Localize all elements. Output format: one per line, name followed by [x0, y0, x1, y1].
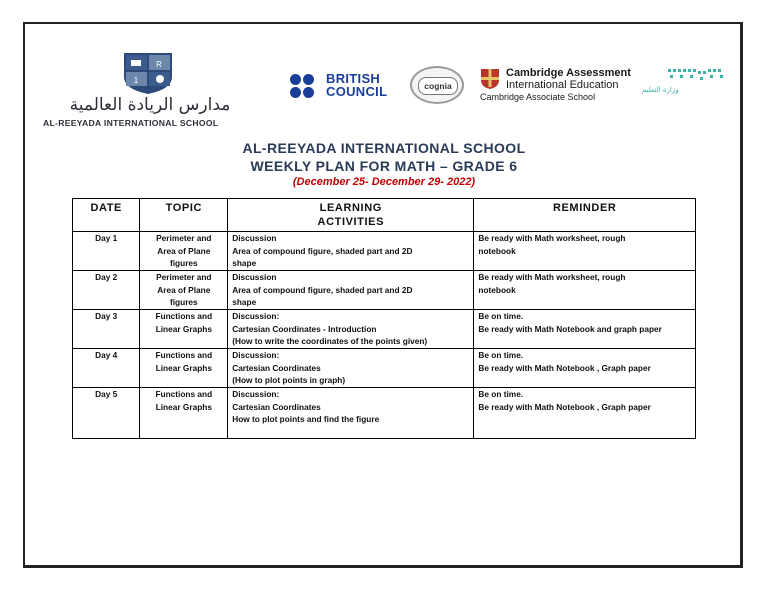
header-activities-label: LEARNING ACTIVITIES: [317, 202, 385, 228]
topic-cell: Functions and Linear Graphs: [140, 349, 228, 388]
activities-cell: Discussion Area of compound figure, shaded part and 2D shape: [228, 232, 474, 271]
header-topic: TOPIC: [140, 199, 228, 232]
british-council-line2: COUNCIL: [326, 84, 388, 99]
reminder-cell: Be on time. Be ready with Math Notebook , Graph paper: [474, 388, 696, 439]
plan-dates: (December 25- December 29- 2022): [292, 176, 476, 188]
table-header-row: [73, 199, 696, 232]
reminder-cell: Be on time. Be ready with Math Notebook , Graph paper: [474, 349, 696, 388]
header-reminder: REMINDER: [474, 199, 696, 232]
british-council-dots-icon: [288, 73, 322, 99]
table-row: [73, 349, 696, 388]
cambridge-line2: International Education: [506, 79, 619, 91]
table-row: [73, 271, 696, 310]
topic-cell: Functions and Linear Graphs: [140, 310, 228, 349]
header-activities: [228, 199, 474, 232]
day-cell: Day 4: [73, 349, 140, 388]
plan-title: WEEKLY PLAN FOR MATH – GRADE 6: [250, 158, 518, 174]
reminder-cell: Be ready with Math worksheet, rough notebook: [474, 232, 696, 271]
school-shield-icon: [122, 51, 174, 95]
cambridge-line3: Cambridge Associate School: [480, 92, 596, 102]
header-date: DATE: [73, 199, 140, 232]
cognia-label: cognia: [418, 77, 458, 95]
table-row: [73, 388, 696, 439]
british-council-line1: BRITISH: [326, 71, 381, 86]
ministry-pattern-icon: [640, 67, 724, 83]
topic-cell: Perimeter and Area of Plane figures: [140, 271, 228, 310]
shield-letter-1: 1: [133, 76, 139, 85]
school-title: AL-REEYADA INTERNATIONAL SCHOOL: [242, 140, 526, 156]
table-row: [73, 310, 696, 349]
reminder-cell: Be ready with Math worksheet, rough notebook: [474, 271, 696, 310]
table-row: [73, 232, 696, 271]
day-cell: Day 1: [73, 232, 140, 271]
school-name-arabic: مدارس الريادة العالمية: [69, 95, 231, 115]
cambridge-shield-icon: [480, 68, 500, 90]
ministry-name: وزارة التعليم: [642, 86, 679, 94]
reminder-cell: Be on time. Be ready with Math Notebook and graph paper: [474, 310, 696, 349]
activities-cell: Discussion: Cartesian Coordinates (How to plot points in graph): [228, 349, 474, 388]
shield-letter-r: R: [156, 60, 162, 69]
activities-cell: Discussion: Cartesian Coordinates - Introduction (How to write the coordinates of the points given): [228, 310, 474, 349]
school-logo: [40, 50, 260, 130]
day-cell: Day 3: [73, 310, 140, 349]
day-cell: Day 2: [73, 271, 140, 310]
weekly-plan-table: [72, 198, 696, 439]
cognia-logo: [410, 66, 464, 104]
topic-cell: Perimeter and Area of Plane figures: [140, 232, 228, 271]
activities-cell: Discussion Area of compound figure, shaded part and 2D shape: [228, 271, 474, 310]
school-name-latin: AL-REEYADA INTERNATIONAL SCHOOL: [43, 118, 219, 128]
plan-heading: [150, 139, 618, 189]
day-cell: Day 5: [73, 388, 140, 439]
topic-cell: Functions and Linear Graphs: [140, 388, 228, 439]
cambridge-line1: Cambridge Assessment: [506, 67, 631, 79]
activities-cell: Discussion: Cartesian Coordinates How to plot points and find the figure: [228, 388, 474, 439]
ministry-logo: [640, 67, 724, 101]
